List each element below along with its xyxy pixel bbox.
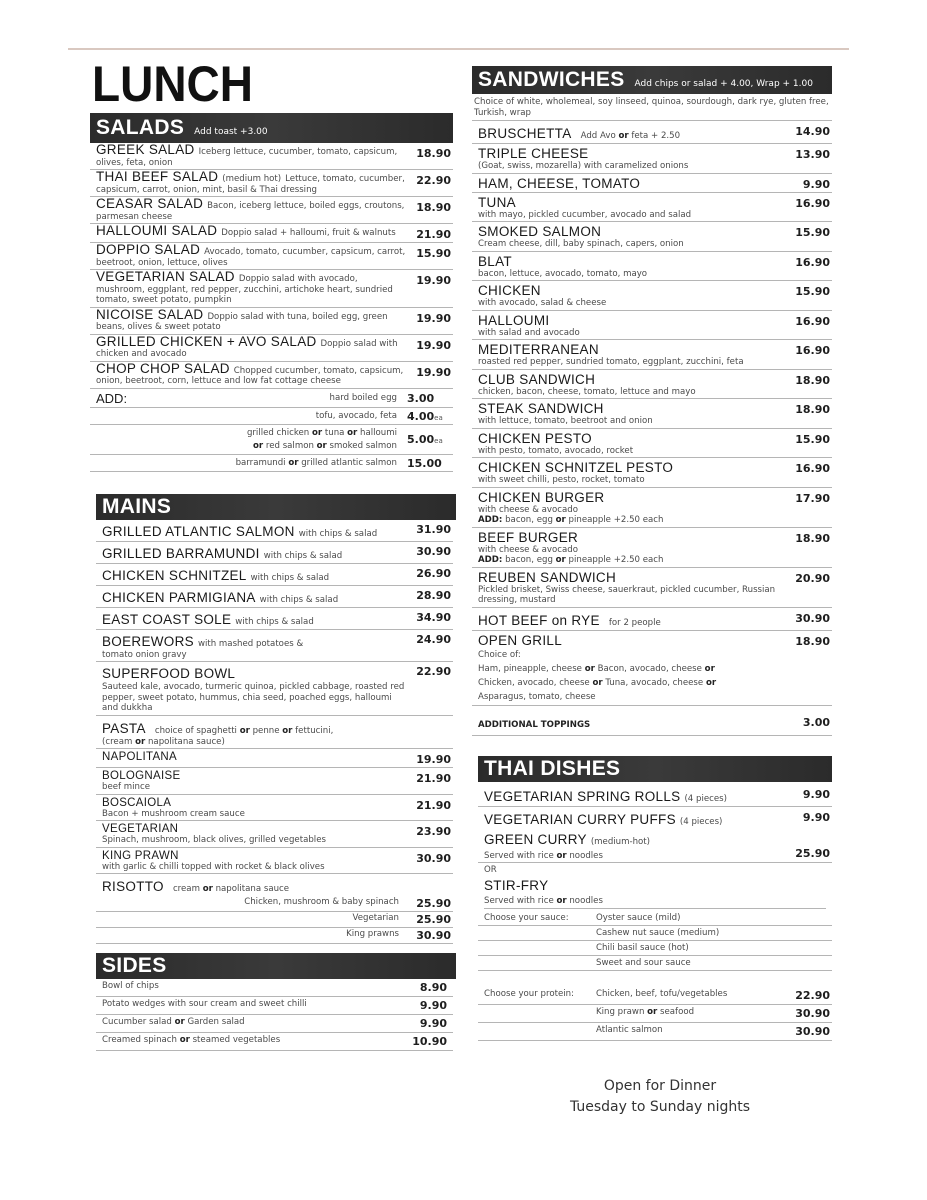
pasta-option [96,795,453,822]
item-price: 19.90 [416,753,451,766]
item-price: 19.90 [416,274,451,287]
item-name: BLAT [478,253,512,269]
item-name: CHOP CHOP SALAD [96,360,230,376]
salad-item [90,143,453,170]
salads-note: Add toast +3.00 [194,127,268,137]
item-desc: (Goat, swiss, mozarella) with caramelized onions [478,161,689,171]
sauce-list: Choose your sauce: Oyster sauce (mild) Cashew nut sauce (medium) Chili basil sauce (hot) Sweet and sour sauce [478,909,832,971]
item-price: 19.90 [416,338,451,352]
add-item-label: hard boiled egg [329,392,397,403]
salad-item [90,243,453,270]
salads-list [90,143,453,389]
item-price: 28.90 [416,588,451,602]
sandwich-item [472,193,832,223]
risotto-list [96,896,453,944]
add-item-price: 3.00 [407,391,435,405]
salad-item [90,224,453,243]
item-price: 15.90 [795,285,830,298]
reuben-item: REUBEN SANDWICH Pickled brisket, Swiss cheese, sauerkraut, pickled cucumber, Russian dressing, mustard 20.90 [472,568,832,608]
burger-list [472,488,832,568]
sides-title: SIDES [102,954,167,977]
item-note: (medium hot) [222,174,282,184]
pasta-option [96,768,453,795]
green-curry-item: GREEN CURRY (medium-hot) Served with rice or noodles 25.90 [478,829,832,864]
add-item-label: grilled chicken or tuna or halloumi or red salmon or smoked salmon [246,427,397,451]
sides-header [96,953,456,979]
item-desc: with salad and avocado [478,327,580,338]
item-desc: Spinach, mushroom, black olives, grilled vegetables [102,835,326,845]
add-row-egg [90,389,453,408]
item-name: GRILLED CHICKEN + AVO SALAD [96,333,317,349]
item-desc: Bacon + mushroom cream sauce [102,808,245,819]
burger-item: CHICKEN BURGER with cheese & avocado ADD: bacon, egg or pineapple +2.50 each 17.90 [472,488,832,528]
item-name: CHICKEN PARMIGIANA [102,589,256,605]
item-name: BOSCAIOLA [102,796,172,809]
mains-item [96,520,453,542]
item-price: 34.90 [416,610,451,624]
salads-header [90,113,453,143]
add-item-price: 4.00ea [407,409,443,423]
side-item: Potato wedges with sour cream and sweet chilli 9.90 [96,997,453,1015]
item-price: 21.90 [416,772,451,785]
item-name: THAI BEEF SALAD [96,169,219,184]
item-label: Chicken, mushroom & baby spinach [244,897,399,907]
salad-item [90,362,453,389]
sandwich-item [472,370,832,400]
item-price: 31.90 [416,522,451,536]
item-inline: with chips & salad [259,594,339,605]
item-price: 16.90 [795,314,830,328]
add-item-price: 5.00ea [407,433,443,446]
mains-item [96,542,453,564]
mains-item [96,662,453,716]
item-name: NICOISE SALAD [96,306,204,322]
thai-item: VEGETARIAN SPRING ROLLS (4 pieces) 9.90 [478,782,832,807]
mains-list [96,520,453,716]
item-desc: with mayo, pickled cucumber, avocado and salad [478,209,692,220]
mains-item [96,564,453,586]
item-price: 18.90 [416,201,451,214]
salad-item [90,270,453,308]
side-item: Bowl of chips 8.90 [96,979,453,997]
sandwich-item [472,311,832,341]
sandwich-item [472,340,832,370]
open-grill-item: OPEN GRILL Choice of: Ham, pineapple, cheese or Bacon, avocado, cheese or Chicken, avocado, cheese or Tuna, avocado, cheese or Asparagus, tomato, cheese 18.90 [472,631,832,706]
item-name: STEAK SANDWICH [478,401,604,416]
item-inline: with chips & salad [263,550,343,561]
thai-list [478,782,832,1042]
salads-title: SALADS [96,116,185,139]
item-name: SMOKED SALMON [478,224,602,239]
burger-item: BEEF BURGER with cheese & avocado ADD: bacon, egg or pineapple +2.50 each 18.90 [472,528,832,568]
item-name: GREEK SALAD [96,142,195,157]
risotto-option [96,912,453,928]
item-inline: with mashed potatoes & [197,638,304,649]
sandwich-item [472,399,832,429]
item-name: CHICKEN PESTO [478,430,592,446]
sandwich-item [472,458,832,488]
item-price: 25.90 [416,897,451,910]
item-inline: with chips & salad [298,528,378,539]
mains-item [96,630,453,663]
item-price: 9.90 [802,177,830,191]
item-price: 18.90 [795,373,830,387]
sandwich-item [472,144,832,174]
mains-item [96,608,453,630]
pasta-option [96,821,453,848]
item-price: 25.90 [416,913,451,926]
thai-item: VEGETARIAN CURRY PUFFS (4 pieces) 9.90 [484,810,830,827]
item-desc: bacon, lettuce, avocado, tomato, mayo [478,268,648,279]
item-desc: Lettuce, tomato, cucumber, capsicum, carrot, onion, mint, basil & Thai dressing [96,174,405,195]
item-desc: Cream cheese, dill, baby spinach, capers, onion [478,239,684,249]
item-name: KING PRAWN [102,849,179,862]
sandwiches-intro: Choice of white, wholemeal, soy linseed, quinoa, sourdough, dark rye, gluten free, Turkish, wrap [472,94,832,121]
mains-header [96,494,456,520]
item-desc: with lettuce, tomato, beetroot and onion [478,416,653,426]
stir-fry-item: STIR-FRY Served with rice or noodles [478,878,832,910]
item-desc: Avocado, tomato, cucumber, capsicum, carrot, beetroot, onion, lettuce, olives [96,247,406,268]
pasta-option [96,749,453,768]
salads-add-section [90,389,453,472]
right-column [472,66,832,1041]
item-name: TRIPLE CHEESE [478,146,589,161]
salad-item [90,308,453,335]
item-name: MEDITERRANEAN [478,342,599,357]
item-price: 15.90 [416,247,451,260]
item-name: VEGETARIAN [102,823,179,835]
add-item-label: tofu, avocado, feta [315,410,397,421]
add-row-fish [90,455,453,472]
add-item-label: barramundi or grilled atlantic salmon [235,457,397,468]
thai-title: THAI DISHES [484,756,621,780]
item-name: BOEREWORS [102,633,194,649]
add-label: ADD: [96,390,128,406]
mains-item [96,586,453,608]
item-price: 15.90 [795,226,830,239]
item-price: 24.90 [416,632,451,646]
item-desc: roasted red pepper, sundried tomato, eggplant, zucchini, feta [478,357,744,367]
item-name: TUNA [478,194,516,210]
item-price: 16.90 [795,462,830,475]
item-name: GRILLED BARRAMUNDI [102,545,260,561]
item-price: 18.90 [795,403,830,416]
sandwich-item [472,174,832,193]
top-rule [68,48,849,50]
item-name: BOLOGNAISE [102,770,181,782]
item-name: SUPERFOOD BOWL [102,666,236,681]
risotto-option [96,896,453,912]
item-desc: beef mince [102,782,151,792]
item-name: NAPOLITANA [102,751,177,763]
item-price: 30.90 [416,544,451,558]
sandwich-item [472,252,832,282]
pasta-option [96,848,453,875]
item-inline: with chips & salad [250,572,330,583]
sandwich-item [472,281,832,311]
item-price: 19.90 [416,311,451,325]
item-desc: tomato onion gravy [102,649,187,660]
left-column [90,58,453,1051]
item-desc: Bacon, iceberg lettuce, boiled eggs, croutons, parmesan cheese [96,201,405,222]
item-desc: Doppio salad with avocado, mushroom, eggplant, red pepper, zucchini, artichoke heart, sundried tomato, sweet potato, pumpkin [96,274,393,305]
item-name: HAM, CHEESE, TOMATO [478,175,641,191]
item-desc: with avocado, salad & cheese [478,298,607,308]
item-desc: chicken, bacon, cheese, tomato, lettuce and mayo [478,386,696,397]
item-price: 15.90 [795,432,830,446]
item-desc: Chopped cucumber, tomato, capsicum, onion, beetroot, corn, lettuce and low fat cottage cheese [96,365,404,386]
item-price: 30.90 [416,851,451,865]
item-desc: Iceberg lettuce, cucumber, tomato, capsicum, olives, feta, onion [96,147,398,168]
risotto-item: RISOTTO cream or napolitana sauce [102,879,290,894]
item-name: HALLOUMI [478,312,550,328]
add-item-price: 15.00 [407,456,442,470]
protein-list: Choose your protein: Chicken, beef, tofu/vegetables 22.90 King prawn or seafood 30.90 Atlantic salmon 30.90 [478,987,832,1041]
item-name: EAST COAST SOLE [102,611,232,627]
sandwiches-header [472,66,832,94]
sandwiches-title: SANDWICHES [478,68,625,91]
add-row-tofu [90,408,453,425]
item-desc: Doppio salad + halloumi, fruit & walnuts [221,228,396,238]
sandwich-list [472,144,832,488]
risotto-option [96,928,453,944]
item-price: 30.90 [416,929,451,942]
thai-header [478,756,832,782]
sandwiches-note: Add chips or salad + 4.00, Wrap + 1.00 [634,79,813,89]
item-name: CHICKEN [478,283,541,298]
item-name: CHICKEN SCHNITZEL PESTO [478,460,674,475]
mains-title: MAINS [102,494,172,518]
sides-list [96,979,453,1051]
item-price: 23.90 [416,825,451,838]
hot-beef-item: HOT BEEF on RYE for 2 people 30.90 [472,608,832,631]
item-name: VEGETARIAN SALAD [96,269,235,284]
item-price: 21.90 [416,228,451,241]
item-desc: with sweet chilli, pesto, rocket, tomato [478,475,645,485]
item-price: 18.90 [416,147,451,160]
item-price: 19.90 [416,365,451,379]
salad-item [90,197,453,224]
side-item: Creamed spinach or steamed vegetables 10.90 [96,1033,453,1051]
item-desc: Sauteed kale, avocado, turmeric quinoa, pickled cabbage, roasted red pepper, sweet potato, hummus, chia seed, poached eggs, halloumi and dukkha [102,682,405,713]
sandwich-item [472,429,832,459]
lunch-title: LUNCH [92,56,253,112]
item-name: GRILLED ATLANTIC SALMON [102,523,295,539]
item-desc: with pesto, tomato, avocado, rocket [478,445,634,456]
salad-item [90,170,453,197]
item-price: 22.90 [416,665,451,678]
item-name: DOPPIO SALAD [96,242,201,257]
item-price: 16.90 [795,196,830,210]
item-name: HALLOUMI SALAD [96,223,218,238]
item-label: King prawns [346,929,399,939]
dinner-note: Open for Dinner Tuesday to Sunday nights [569,1078,751,1115]
bruschetta-item: BRUSCHETTA Add Avo or feta + 2.50 14.90 [472,121,832,144]
item-desc: with garlic & chilli topped with rocket & black olives [102,861,325,872]
sandwich-item [472,222,832,252]
pasta-item: PASTA choice of spaghetti or penne or fettucini, (cream or napolitana sauce) [96,716,453,750]
item-price: 16.90 [795,344,830,357]
item-desc: Doppio salad with tuna, boiled egg, green beans, olives & sweet potato [96,311,388,332]
item-name: CLUB SANDWICH [478,371,596,387]
item-price: 16.90 [795,255,830,269]
salad-item [90,335,453,362]
item-name: CEASAR SALAD [96,196,204,211]
item-inline: with chips & salad [235,616,314,627]
additional-toppings: ADDITIONAL TOPPINGS 3.00 [472,706,832,736]
item-price: 21.90 [416,798,451,812]
or-label: OR [484,865,497,875]
side-item: Cucumber salad or Garden salad 9.90 [96,1015,453,1033]
pasta-list [96,749,453,874]
add-row-proteins [90,425,453,455]
item-name: CHICKEN SCHNITZEL [102,567,247,583]
item-label: Vegetarian [352,913,399,923]
item-price: 13.90 [795,148,830,161]
item-desc: Doppio salad with chicken and avocado [96,338,398,359]
item-price: 26.90 [416,566,451,580]
item-price: 22.90 [416,174,451,187]
